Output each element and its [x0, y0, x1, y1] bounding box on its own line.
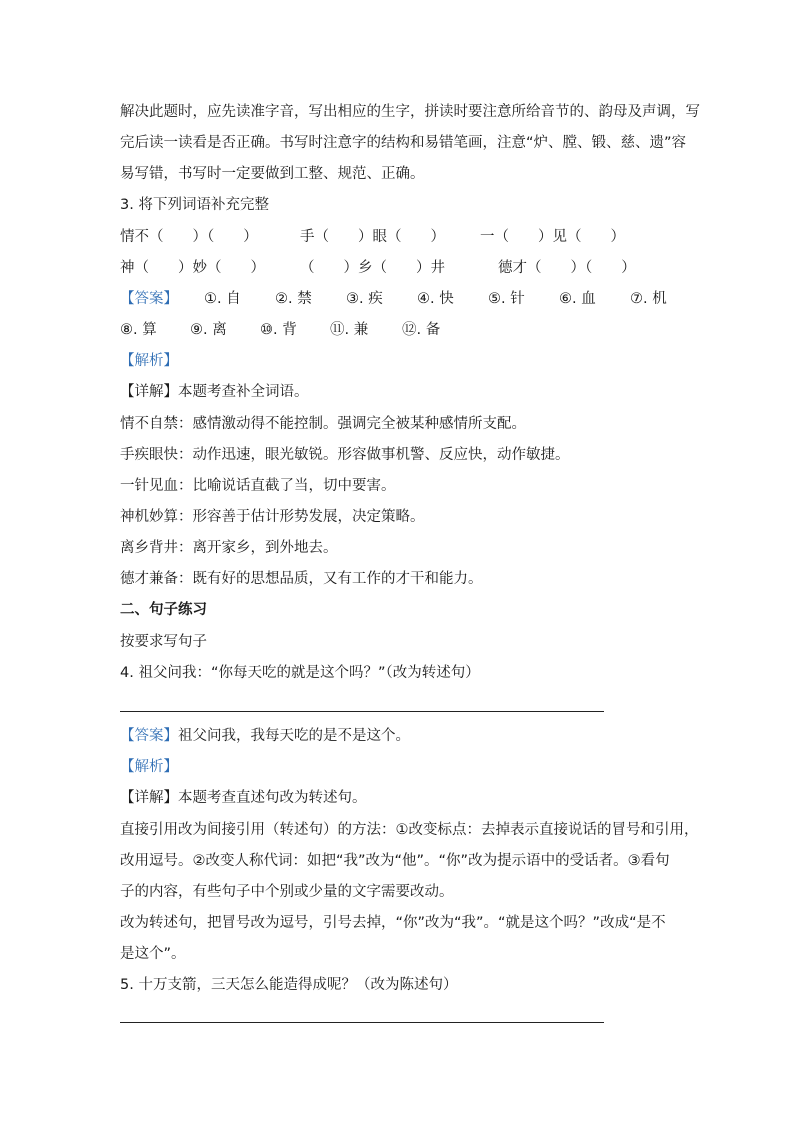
answer-item: ④. 快 [417, 291, 454, 307]
explanation-line: 直接引用改为间接引用（转述句）的方法：①改变标点：去掉表示直接说话的冒号和引用， [120, 822, 699, 838]
fill-item: 神（ ）妙（ ） [120, 260, 265, 276]
fill-item: 手（ ）眼（ ） [300, 229, 445, 245]
question-4: 4. 祖父问我：“你每天吃的就是这个吗？”（改为转述句） [120, 665, 480, 681]
explanation-line: 是这个”。 [120, 946, 186, 962]
answer-item: ⑩. 背 [260, 322, 297, 338]
fill-item: 情不（ ）（ ） [120, 229, 258, 245]
detail-line: 【详解】本题考查直述句改为转述句。 [120, 790, 367, 806]
explanation-line: 子的内容，有些句子中个别或少量的文字需要改动。 [120, 884, 454, 900]
answer-item: ①. 自 [204, 291, 241, 307]
definition-line: 一针见血：比喻说话直截了当，切中要害。 [120, 478, 396, 494]
answer-3-row-2 [120, 320, 680, 340]
answer-item: ⑥. 血 [559, 291, 596, 307]
answer-item: ⑧. 算 [120, 322, 157, 338]
paragraph-line: 解决此题时，应先读准字音，写出相应的生字，拼读时要注意所给音节的、韵母及声调，写 [120, 104, 700, 120]
analysis-tag: 【解析】 [120, 353, 178, 369]
question-5: 5. 十万支箭，三天怎么能造得成呢？（改为陈述句） [120, 977, 458, 993]
answer-item: ③. 疾 [346, 291, 383, 307]
answer-3-row-1 [120, 289, 680, 309]
definition-line: 神机妙算：形容善于估计形势发展，决定策略。 [120, 509, 425, 525]
fill-item: （ ）乡（ ）井 [300, 260, 445, 276]
paragraph-line: 易写错，书写时一定要做到工整、规范、正确。 [120, 166, 425, 182]
definition-line: 离乡背井：离开家乡，到外地去。 [120, 540, 338, 556]
answer-4-line [120, 726, 410, 746]
answer-item: ⑪. 兼 [330, 322, 369, 338]
answer-item: ⑤. 针 [488, 291, 525, 307]
answer-tag: 【答案】 [120, 291, 178, 307]
fill-row-1 [120, 227, 680, 247]
section-heading: 二、句子练习 [120, 602, 207, 618]
answer-item: ②. 禁 [275, 291, 312, 307]
question-3: 3. 将下列词语补充完整 [120, 197, 269, 213]
explanation-line: 改用逗号。②改变人称代词：如把“我”改为“他”。“你”改为提示语中的受话者。③看句 [120, 853, 670, 869]
answer-item: ⑦. 机 [630, 291, 667, 307]
detail-line: 【详解】本题考查补全词语。 [120, 384, 309, 400]
fill-item: 德才（ ）（ ） [498, 260, 636, 276]
answer-tag: 【答案】 [120, 728, 178, 744]
answer-blank-line [120, 711, 604, 712]
fill-row-2 [120, 258, 680, 278]
answer-blank-line [120, 1022, 604, 1023]
analysis-tag: 【解析】 [120, 759, 178, 775]
fill-item: 一（ ）见（ ） [480, 229, 625, 245]
paragraph-line: 完后读一读看是否正确。书写时注意字的结构和易错笔画，注意“炉、膛、锻、慈、遗”容 [120, 135, 687, 151]
definition-line: 情不自禁：感情激动得不能控制。强调完全被某种感情所支配。 [120, 416, 526, 432]
instruction-line: 按要求写句子 [120, 634, 207, 650]
answer-text: 祖父问我，我每天吃的是不是这个。 [178, 728, 410, 744]
answer-item: ⑫. 备 [402, 322, 441, 338]
definition-line: 手疾眼快：动作迅速，眼光敏锐。形容做事机警、反应快，动作敏捷。 [120, 447, 570, 463]
explanation-line: 改为转述句，把冒号改为逗号，引号去掉，“你”改为“我”。“就是这个吗？”改成“是不 [120, 915, 666, 931]
definition-line: 德才兼备：既有好的思想品质，又有工作的才干和能力。 [120, 571, 483, 587]
answer-item: ⑨. 离 [190, 322, 227, 338]
